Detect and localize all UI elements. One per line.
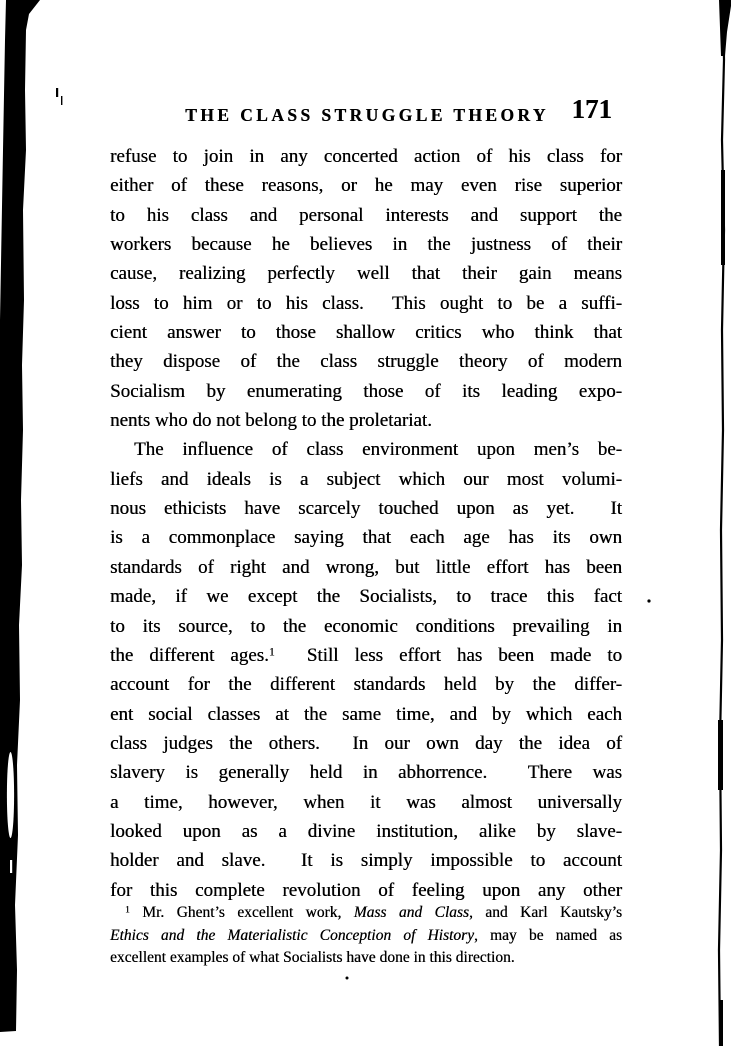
text-line [110, 523, 622, 552]
text-line [110, 347, 622, 376]
right-edge-thick-segment [719, 1000, 723, 1046]
text-line [110, 612, 622, 641]
text-segment: made, if we except the Socialists, to trace this fact [110, 586, 622, 608]
left-binding-mark [0, 0, 40, 1032]
text-segment: looked upon as a divine institution, alike by slave- [110, 820, 622, 842]
right-edge-thick-segment [718, 720, 723, 790]
text-segment: slavery is generally held in abhorrence. There was [110, 762, 622, 784]
footnote-reference-mark: 1 [125, 904, 130, 916]
text-segment: , may be named as [473, 926, 622, 944]
stray-ink-dot [346, 977, 349, 980]
right-edge-top-blob [719, 0, 731, 56]
text-line [110, 406, 622, 435]
text-segment: nous ethicists have scarcely touched upon as yet. It [110, 498, 622, 520]
text-line [110, 788, 622, 817]
left-bar-white-gap [7, 752, 14, 838]
text-segment: account for the different standards held by the differ- [110, 674, 622, 696]
text-segment: cause, realizing perfectly well that their gain means [110, 263, 622, 285]
text-segment: Mr. Ghent’s excellent work, [129, 904, 354, 921]
right-edge-thick-segment [721, 170, 725, 265]
text-segment: for this complete revolution of feeling upon any other [110, 879, 622, 901]
running-head [0, 96, 731, 130]
text-segment: Socialism by enumerating those of its leading expo- [110, 380, 622, 402]
text-line [110, 670, 622, 699]
text-line [110, 435, 622, 464]
footnote-line [110, 925, 622, 948]
footnote-line [110, 902, 622, 925]
text-segment: The influence of class environment upon men’s be- [134, 439, 622, 461]
text-line [110, 876, 622, 905]
text-line [110, 758, 622, 787]
text-line [110, 142, 622, 171]
text-segment: to its source, to the economic conditions prevailing in [110, 615, 622, 637]
text-segment: they dispose of the class struggle theory of modern [110, 351, 622, 373]
footnote [110, 902, 622, 970]
running-head-title: THE CLASS STRUGGLE THEORY [185, 105, 549, 125]
text-segment: either of these reasons, or he may even rise superior [110, 175, 622, 197]
text-line [110, 377, 622, 406]
text-segment: loss to him or to his class. This ought to be a suffi- [110, 292, 622, 314]
text-line [110, 201, 622, 230]
left-bar-white-dash [10, 860, 12, 873]
text-segment: to his class and personal interests and support the [110, 204, 622, 226]
text-segment: cient answer to those shallow critics who think that [110, 322, 622, 344]
text-line [110, 318, 622, 347]
body-text [110, 142, 622, 905]
book-title-italic: Mass and Class [353, 904, 469, 921]
text-line [110, 700, 622, 729]
text-segment: refuse to join in any concerted action of his class for [110, 146, 622, 167]
text-line [110, 259, 622, 288]
footnote-reference-mark: 1 [268, 645, 275, 659]
text-line [110, 846, 622, 875]
text-segment: holder and slave. It is simply impossible to account [110, 850, 622, 872]
text-segment: is a commonplace saying that each age has its own [110, 527, 622, 549]
text-line [110, 641, 622, 670]
text-line [110, 817, 622, 846]
text-line [110, 289, 622, 318]
text-line [110, 465, 622, 494]
text-segment: standards of right and wrong, but little effort has been [110, 556, 622, 578]
text-segment: the different ages. [110, 644, 269, 666]
text-line [110, 494, 622, 523]
text-segment: workers because he believes in the justness of their [110, 234, 622, 256]
text-line [110, 729, 622, 758]
text-segment: Still less effort has been made to [274, 644, 622, 666]
page-number: 171 [571, 94, 612, 124]
text-line [110, 171, 622, 200]
text-line [110, 553, 622, 582]
text-segment: nents who do not belong to the proletariat. [110, 410, 432, 432]
text-segment: class judges the others. In our own day the idea of [110, 732, 622, 754]
text-line [110, 582, 622, 611]
text-segment: a time, however, when it was almost universally [110, 791, 622, 813]
text-segment: liefs and ideals is a subject which our most volumi- [110, 468, 622, 490]
stray-ink-dot [647, 599, 650, 602]
text-segment: ent social classes at the same time, and by which each [110, 703, 622, 725]
footnote-line [110, 947, 622, 970]
text-segment: , and Karl Kautsky’s [468, 904, 622, 921]
book-title-italic: Ethics and the Materialistic Conception of History [110, 926, 474, 944]
text-line [110, 230, 622, 259]
text-segment: excellent examples of what Socialists have done in this direction. [110, 949, 515, 967]
right-page-edge-line [719, 0, 724, 1046]
